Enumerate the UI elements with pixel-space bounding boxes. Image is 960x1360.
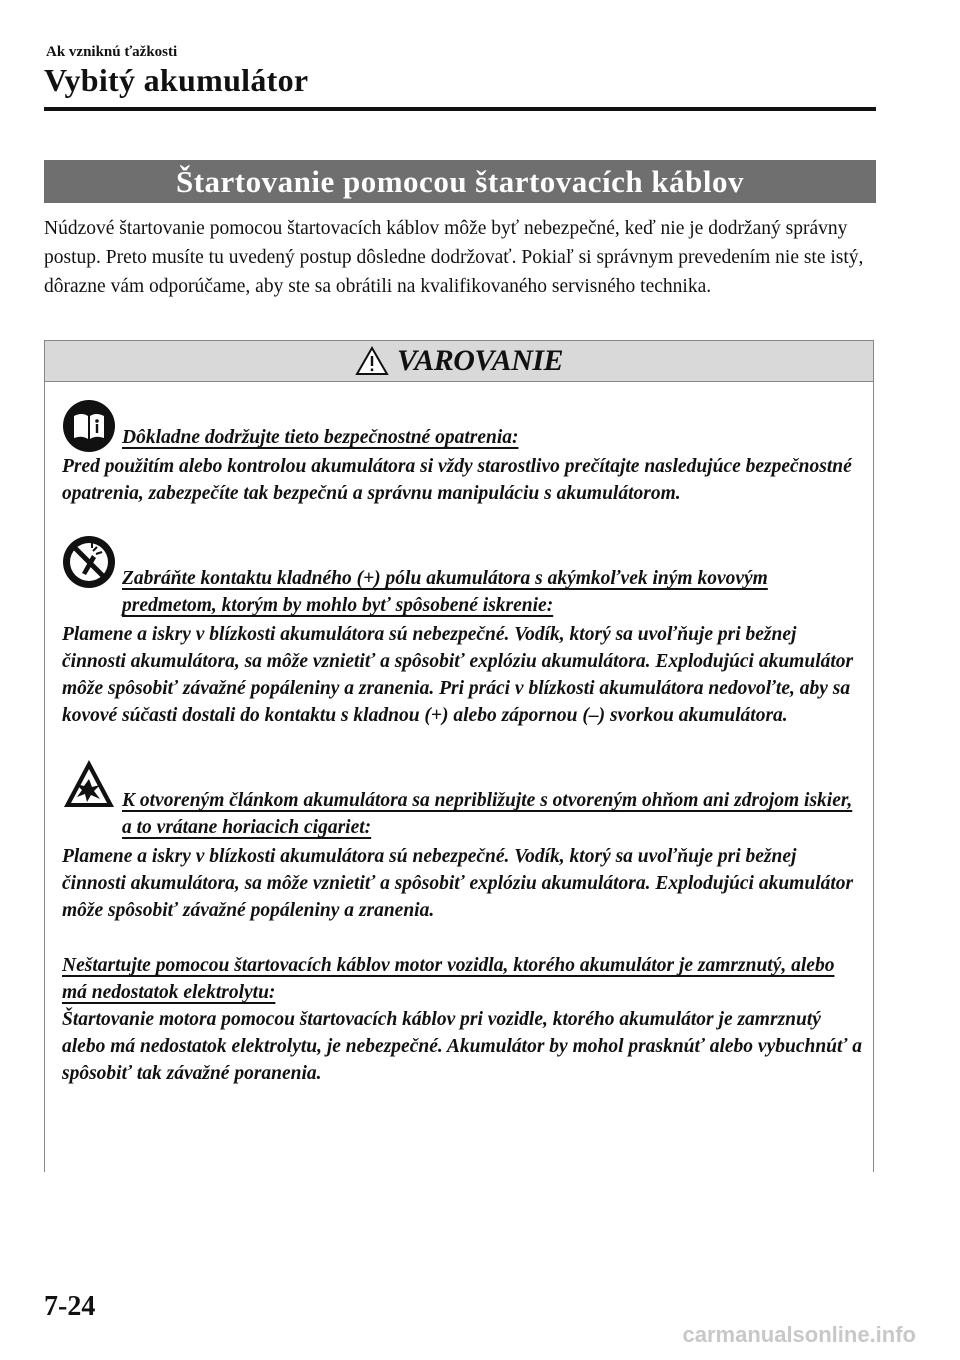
watermark: carmanualsonline.info [682,1322,916,1347]
intro-paragraph: Núdzové štartovanie pomocou štartovacích káblov môže byť nebezpečné, keď nie je dodržaný správny postup. Preto musíte tu uvedený postup dôsledne dodržovať. Pokiaľ si správnym prevedením nie ste istý, dôrazne vám odporúčame, aby ste sa obrátili na kvalifikovaného servisného technika. [44,218,864,297]
warning-item [62,535,862,729]
title-rule [44,107,876,111]
warning-item-heading: Neštartujte pomocou štartovacích káblov motor vozidla, ktorého akumulátor je zamrznutý, alebo má nedostatok elektrolytu: [62,955,835,1003]
warning-item [62,399,862,507]
warning-item-text: Štartovanie motora pomocou štartovacích káblov pri vozidle, ktorého akumulátor je zamrznutý alebo má nedostatok elektrolytu, je nebezpečné. Akumulátor by mohol prasknúť alebo vybuchnúť a spôsobiť tak závažné poranenia. [62,1009,863,1084]
warning-item [62,952,862,1087]
warning-body [62,399,862,1115]
subsection-banner: Štartovanie pomocou štartovacích káblov [44,160,876,203]
warning-item-text: Pred použitím alebo kontrolou akumulátora si vždy starostlivo prečítajte nasledujúce bezpečnostné opatrenia, zabezpečíte tak bezpečnú a správnu manipuláciu s akumulátorom. [62,456,852,504]
warning-box [44,340,874,1172]
page-number: 7-24 [44,1291,96,1322]
no-sparks-icon [62,535,116,589]
warning-item-heading: Zabráňte kontaktu kladného (+) pólu akumulátora s akýmkoľvek iným kovovým predmetom, ktorým by mohlo byť spôsobené iskrenie: [122,568,768,616]
section-title: Vybitý akumulátor [44,62,309,98]
warning-item-heading: Dôkladne dodržujte tieto bezpečnostné opatrenia: [122,427,519,448]
warning-header [45,341,873,382]
warning-title: VAROVANIE [396,344,564,377]
warning-item-text: Plamene a iskry v blízkosti akumulátora sú nebezpečné. Vodík, ktorý sa uvoľňuje pri bežnej činnosti akumulátora, sa môže vznietiť a spôsobiť explóziu akumulátora. Explodujúci akumulátor môže spôsobiť závažné popáleniny a zranenia. Pri práci v blízkosti akumulátora nedovoľte, aby sa kovové súčasti dostali do kontaktu s kladnou (+) alebo zápornou (–) svorkou akumulátora. [62,624,854,726]
warning-item-heading: K otvoreným článkom akumulátora sa nepribližujte s otvoreným ohňom ani zdrojom iskier, a to vrátane horiacich cigariet: [122,790,853,838]
warning-item [62,757,862,924]
warning-triangle-icon [355,346,389,376]
warning-item-text: Plamene a iskry v blízkosti akumulátora sú nebezpečné. Vodík, ktorý sa uvoľňuje pri bežnej činnosti akumulátora, sa môže vznietiť a spôsobiť explóziu akumulátora. Explodujúci akumulátor môže spôsobiť závažné popáleniny a zranenia. [62,846,854,921]
explosion-hazard-icon [62,757,116,811]
chapter-label: Ak vzniknú ťažkosti [46,44,178,60]
manual-info-icon [62,399,116,453]
